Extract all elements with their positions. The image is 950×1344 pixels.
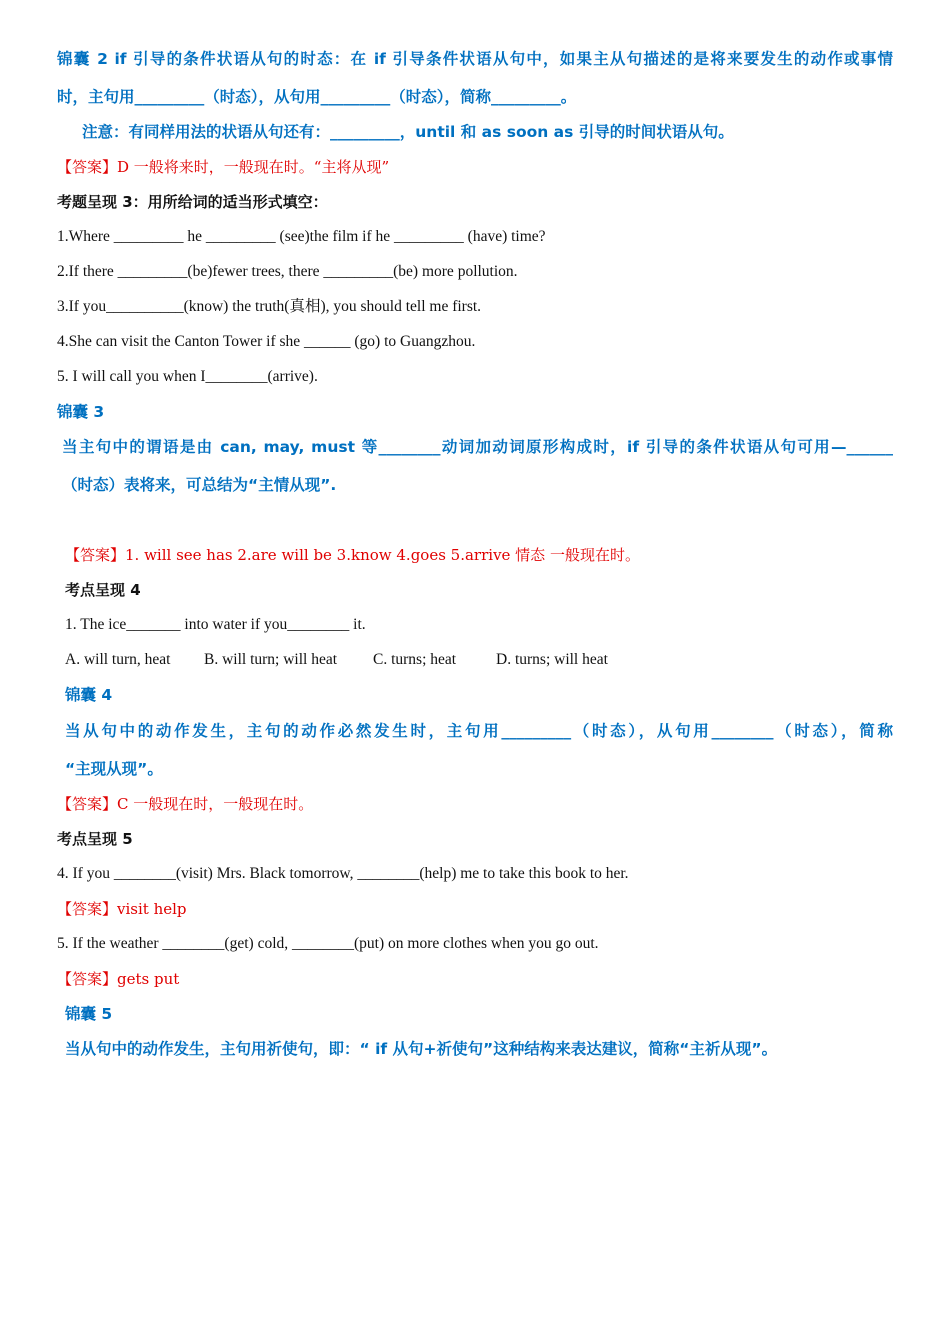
tip3-line1: 当主句中的谓语是由 can, may, must 等________动词加动词原形构成时，if 引导的条件状语从句可用—______ [62, 438, 893, 456]
tip3-title: 锦囊 3 [57, 403, 105, 421]
tip2-line2: 时，主句用_________（时态），从句用_________（时态），简称_________。 [57, 88, 577, 106]
tip2-line1: 锦囊 2 if 引导的条件状语从句的时态：在 if 引导条件状语从句中，如果主从句描述的是将来要发生的动作或事情 [57, 50, 893, 68]
tip3-line2: （时态）表将来，可总结为“主情从现”. [62, 476, 337, 494]
exam3-question-5: 5. I will call you when I________(arrive). [57, 368, 318, 385]
answer4: 【答案】C 一般现在时，一般现在时。 [57, 795, 314, 813]
tip2-note: 注意：有同样用法的状语从句还有：_________，until 和 as soon as 引导的时间状语从句。 [82, 123, 734, 141]
exam3-question-2: 2.If there _________(be)fewer trees, there _________(be) more pollution. [57, 263, 518, 280]
point4-question: 1. The ice_______ into water if you________ it. [65, 616, 366, 633]
tip4-title: 锦囊 4 [65, 686, 113, 704]
point4-option-b: B. will turn; will heat [204, 651, 338, 668]
point4-title: 考点呈现 4 [65, 581, 141, 599]
exam3-question-4: 4.She can visit the Canton Tower if she ______ (go) to Guangzhou. [57, 333, 476, 350]
exam3-question-1: 1.Where _________ he _________ (see)the film if he _________ (have) time? [57, 228, 546, 245]
point5-title: 考点呈现 5 [57, 830, 133, 848]
exam3-title: 考题呈现 3：用所给词的适当形式填空： [57, 193, 328, 211]
tip5-title: 锦囊 5 [65, 1005, 113, 1023]
answer2: 【答案】D 一般将来时，一般现在时。“主将从现” [57, 158, 390, 176]
exam3-question-3: 3.If you__________(know) the truth(真相), you should tell me first. [57, 298, 482, 315]
point4-option-d: D. turns; will heat [496, 651, 608, 668]
point4-option-c: C. turns; heat [373, 651, 457, 668]
point5-answer-4: 【答案】visit help [57, 900, 187, 918]
tip4-line2: “主现从现”。 [65, 760, 163, 778]
point5-answer-5: 【答案】gets put [57, 970, 180, 988]
point5-question-5: 5. If the weather ________(get) cold, ________(put) on more clothes when you go out. [57, 935, 599, 952]
point4-option-a: A. will turn, heat [65, 651, 171, 668]
tip5-line1: 当从句中的动作发生，主句用祈使句，即：“ if 从句+祈使句”这种结构来表达建议，简称“主祈从现”。 [65, 1040, 778, 1058]
point5-question-4: 4. If you ________(visit) Mrs. Black tomorrow, ________(help) me to take this book to her. [57, 865, 629, 882]
tip4-line1: 当从句中的动作发生，主句的动作必然发生时，主句用_________（时态），从句用________（时态），简称 [65, 722, 893, 740]
answer3: 【答案】1. will see has 2.are will be 3.know 4.goes 5.arrive 情态 一般现在时。 [65, 546, 640, 564]
